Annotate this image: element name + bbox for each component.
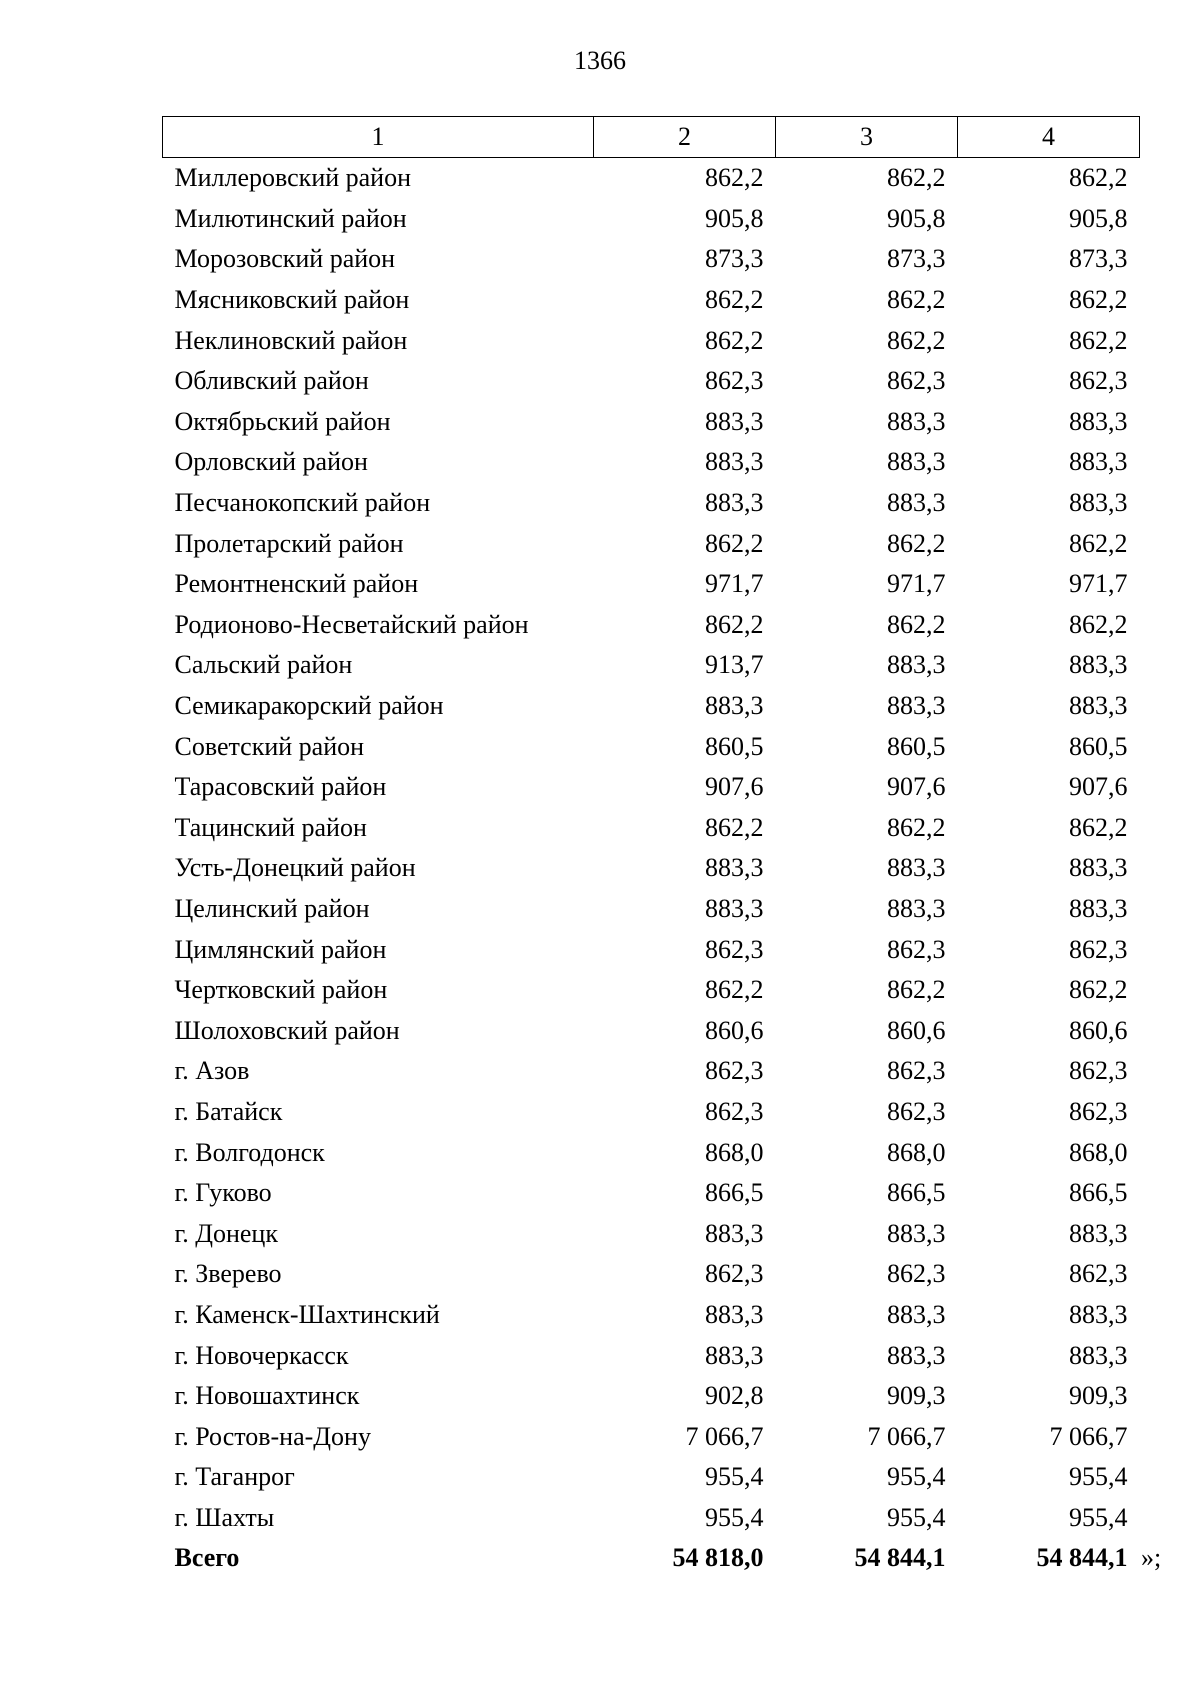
table-row	[163, 929, 1140, 970]
table-row	[163, 726, 1140, 767]
amount-value-2: 883,3	[705, 691, 764, 721]
table-row	[163, 1092, 1140, 1133]
amount-value-3: 862,2	[887, 163, 946, 193]
territory-name: Целинский район	[174, 893, 370, 923]
amount-value-3: 866,5	[887, 1178, 946, 1208]
amount-value-2: 955,4	[705, 1462, 764, 1492]
amount-value-4: 883,3	[1069, 1340, 1128, 1370]
territory-name: г. Ростов-на-Дону	[174, 1421, 371, 1451]
amount-value-2: 862,2	[705, 285, 764, 315]
territory-name: Тарасовский район	[174, 772, 387, 802]
amount-value-3: 883,3	[887, 406, 946, 436]
amount-value-3: 883,3	[887, 691, 946, 721]
amount-value-3: 955,4	[887, 1502, 946, 1532]
amount-value-4: 860,5	[1069, 731, 1128, 761]
amount-value-3: 883,3	[887, 1299, 946, 1329]
amount-value-4: 883,3	[1069, 488, 1128, 518]
amount-value-3: 873,3	[887, 244, 946, 274]
amount-value-4: 868,0	[1069, 1137, 1128, 1167]
table-row	[163, 1376, 1140, 1417]
amount-value-3: 883,3	[887, 1218, 946, 1248]
table-row	[163, 605, 1140, 646]
amount-value-4: 905,8	[1069, 203, 1128, 233]
amount-value-4: 883,3	[1069, 893, 1128, 923]
amount-value-4: 862,3	[1069, 1096, 1128, 1126]
column-header-2: 2	[594, 117, 776, 158]
amount-value-2: 883,3	[705, 1299, 764, 1329]
amount-value-3: 860,5	[887, 731, 946, 761]
amount-value-4: 883,3	[1069, 447, 1128, 477]
allocation-table	[162, 116, 1140, 1579]
territory-name: Песчанокопский район	[174, 488, 431, 518]
table-row	[163, 848, 1140, 889]
amount-value-3: 7 066,7	[867, 1421, 946, 1451]
amount-value-4: 862,2	[1069, 975, 1128, 1005]
territory-name: Тацинский район	[174, 812, 367, 842]
amount-value-2: 955,4	[705, 1502, 764, 1532]
amount-value-4: 7 066,7	[1049, 1421, 1128, 1451]
amount-value-4: 955,4	[1069, 1462, 1128, 1492]
amount-value-3: 862,2	[887, 812, 946, 842]
amount-value-4: 883,3	[1069, 691, 1128, 721]
territory-name: г. Азов	[174, 1056, 250, 1086]
amount-value-4: 907,6	[1069, 772, 1128, 802]
amount-value-4: 862,2	[1069, 285, 1128, 315]
territory-name: г. Батайск	[174, 1096, 283, 1126]
territory-name: г. Новочеркасск	[174, 1340, 349, 1370]
table-row	[163, 767, 1140, 808]
amount-value-4: 862,3	[1069, 1259, 1128, 1289]
amount-value-2: 862,2	[705, 609, 764, 639]
territory-name: Сальский район	[174, 650, 353, 680]
column-header-4: 4	[958, 117, 1140, 158]
total-value-3: 54 844,1	[854, 1543, 946, 1573]
amount-value-3: 955,4	[887, 1462, 946, 1492]
amount-value-4: 883,3	[1069, 650, 1128, 680]
territory-name: г. Волгодонск	[174, 1137, 325, 1167]
amount-value-3: 862,2	[887, 528, 946, 558]
amount-value-2: 862,3	[705, 934, 764, 964]
amount-value-3: 862,3	[887, 934, 946, 964]
table-row	[163, 523, 1140, 564]
amount-value-4: 860,6	[1069, 1015, 1128, 1045]
territory-name: Мясниковский район	[174, 285, 410, 315]
territory-name: г. Каменск-Шахтинский	[174, 1299, 440, 1329]
amount-value-3: 862,3	[887, 1259, 946, 1289]
amount-value-3: 883,3	[887, 1340, 946, 1370]
amount-value-2: 860,5	[705, 731, 764, 761]
territory-name: Чертковский район	[174, 975, 388, 1005]
table-row	[163, 402, 1140, 443]
amount-value-3: 862,2	[887, 285, 946, 315]
table-row	[163, 564, 1140, 605]
amount-value-2: 883,3	[705, 853, 764, 883]
amount-value-3: 860,6	[887, 1015, 946, 1045]
amount-value-2: 902,8	[705, 1381, 764, 1411]
territory-name: Обливский район	[174, 366, 369, 396]
table-row	[163, 808, 1140, 849]
territory-name: Семикаракорский район	[174, 691, 444, 721]
table-row	[163, 1457, 1140, 1498]
amount-value-3: 883,3	[887, 447, 946, 477]
table-row	[163, 1295, 1140, 1336]
amount-value-3: 868,0	[887, 1137, 946, 1167]
amount-value-4: 862,2	[1069, 528, 1128, 558]
amount-value-2: 862,3	[705, 1259, 764, 1289]
amount-value-4: 862,3	[1069, 1056, 1128, 1086]
table-row	[163, 1213, 1140, 1254]
amount-value-4: 873,3	[1069, 244, 1128, 274]
amount-value-2: 883,3	[705, 488, 764, 518]
territory-name: г. Гуково	[174, 1178, 272, 1208]
amount-value-3: 883,3	[887, 853, 946, 883]
closing-quote-mark: »;	[1141, 1543, 1162, 1572]
amount-value-3: 907,6	[887, 772, 946, 802]
territory-name: Пролетарский район	[174, 528, 404, 558]
amount-value-2: 866,5	[705, 1178, 764, 1208]
amount-value-2: 862,2	[705, 975, 764, 1005]
amount-value-2: 862,2	[705, 325, 764, 355]
territory-name: Ремонтненский район	[174, 569, 419, 599]
amount-value-3: 971,7	[887, 569, 946, 599]
amount-value-4: 862,3	[1069, 934, 1128, 964]
table-row	[163, 645, 1140, 686]
amount-value-4: 883,3	[1069, 406, 1128, 436]
territory-name: г. Шахты	[174, 1502, 275, 1532]
table-row	[163, 320, 1140, 361]
page-number: 1366	[574, 46, 626, 75]
amount-value-3: 862,3	[887, 366, 946, 396]
amount-value-2: 905,8	[705, 203, 764, 233]
table-row	[163, 361, 1140, 402]
amount-value-3: 862,3	[887, 1096, 946, 1126]
total-row	[163, 1538, 1140, 1579]
amount-value-4: 862,2	[1069, 163, 1128, 193]
amount-value-3: 862,2	[887, 975, 946, 1005]
territory-name: Октябрьский район	[174, 406, 391, 436]
total-value-2: 54 818,0	[672, 1543, 764, 1573]
amount-value-2: 913,7	[705, 650, 764, 680]
territory-name: г. Новошахтинск	[174, 1381, 360, 1411]
amount-value-3: 862,2	[887, 325, 946, 355]
amount-value-2: 883,3	[705, 1340, 764, 1370]
amount-value-2: 883,3	[705, 1218, 764, 1248]
table-row	[163, 199, 1140, 240]
amount-value-2: 873,3	[705, 244, 764, 274]
amount-value-2: 860,6	[705, 1015, 764, 1045]
territory-name: Морозовский район	[174, 244, 396, 274]
amount-value-2: 862,2	[705, 163, 764, 193]
table-row	[163, 1416, 1140, 1457]
amount-value-2: 862,2	[705, 528, 764, 558]
territory-name: Родионово-Несветайский район	[174, 609, 529, 639]
territory-name: Милютинский район	[174, 203, 407, 233]
table-row	[163, 686, 1140, 727]
amount-value-4: 866,5	[1069, 1178, 1128, 1208]
amount-value-4: 862,2	[1069, 812, 1128, 842]
amount-value-3: 883,3	[887, 650, 946, 680]
table-row	[163, 280, 1140, 321]
amount-value-3: 862,2	[887, 609, 946, 639]
table-row	[163, 1335, 1140, 1376]
amount-value-3: 883,3	[887, 893, 946, 923]
territory-name: г. Таганрог	[174, 1462, 295, 1492]
total-value-4: 54 844,1	[1036, 1543, 1128, 1573]
table-row	[163, 1498, 1140, 1539]
territory-name: Орловский район	[174, 447, 368, 477]
amount-value-2: 883,3	[705, 893, 764, 923]
amount-value-4: 955,4	[1069, 1502, 1128, 1532]
amount-value-4: 909,3	[1069, 1381, 1128, 1411]
column-header-3: 3	[776, 117, 958, 158]
table-row	[163, 1051, 1140, 1092]
table-row	[163, 1010, 1140, 1051]
table-row	[163, 158, 1140, 199]
table-row	[163, 889, 1140, 930]
column-header-1: 1	[163, 117, 594, 158]
territory-name: Неклиновский район	[174, 325, 408, 355]
amount-value-4: 862,3	[1069, 366, 1128, 396]
territory-name: Советский район	[174, 731, 365, 761]
amount-value-2: 907,6	[705, 772, 764, 802]
table-body	[163, 158, 1140, 1579]
amount-value-3: 905,8	[887, 203, 946, 233]
amount-value-2: 883,3	[705, 447, 764, 477]
table-row	[163, 483, 1140, 524]
territory-name: Усть-Донецкий район	[174, 853, 416, 883]
amount-value-2: 862,2	[705, 812, 764, 842]
amount-value-4: 883,3	[1069, 1218, 1128, 1248]
amount-value-4: 883,3	[1069, 853, 1128, 883]
amount-value-2: 883,3	[705, 406, 764, 436]
table-row	[163, 970, 1140, 1011]
amount-value-3: 883,3	[887, 488, 946, 518]
table-row	[163, 239, 1140, 280]
territory-name: Миллеровский район	[174, 163, 412, 193]
amount-value-2: 862,3	[705, 366, 764, 396]
table-row	[163, 442, 1140, 483]
amount-value-4: 971,7	[1069, 569, 1128, 599]
header-row	[163, 117, 1140, 158]
territory-name: г. Донецк	[174, 1218, 278, 1248]
amount-value-4: 862,2	[1069, 325, 1128, 355]
territory-name: Цимлянский район	[174, 934, 387, 964]
territory-name: г. Зверево	[174, 1259, 282, 1289]
amount-value-2: 7 066,7	[685, 1421, 764, 1451]
amount-value-3: 909,3	[887, 1381, 946, 1411]
table-row	[163, 1173, 1140, 1214]
amount-value-3: 862,3	[887, 1056, 946, 1086]
territory-name: Шолоховский район	[174, 1015, 400, 1045]
amount-value-4: 862,2	[1069, 609, 1128, 639]
amount-value-2: 862,3	[705, 1056, 764, 1086]
total-label: Всего	[174, 1543, 240, 1573]
amount-value-2: 868,0	[705, 1137, 764, 1167]
amount-value-4: 883,3	[1069, 1299, 1128, 1329]
table-row	[163, 1132, 1140, 1173]
table-row	[163, 1254, 1140, 1295]
amount-value-2: 971,7	[705, 569, 764, 599]
amount-value-2: 862,3	[705, 1096, 764, 1126]
